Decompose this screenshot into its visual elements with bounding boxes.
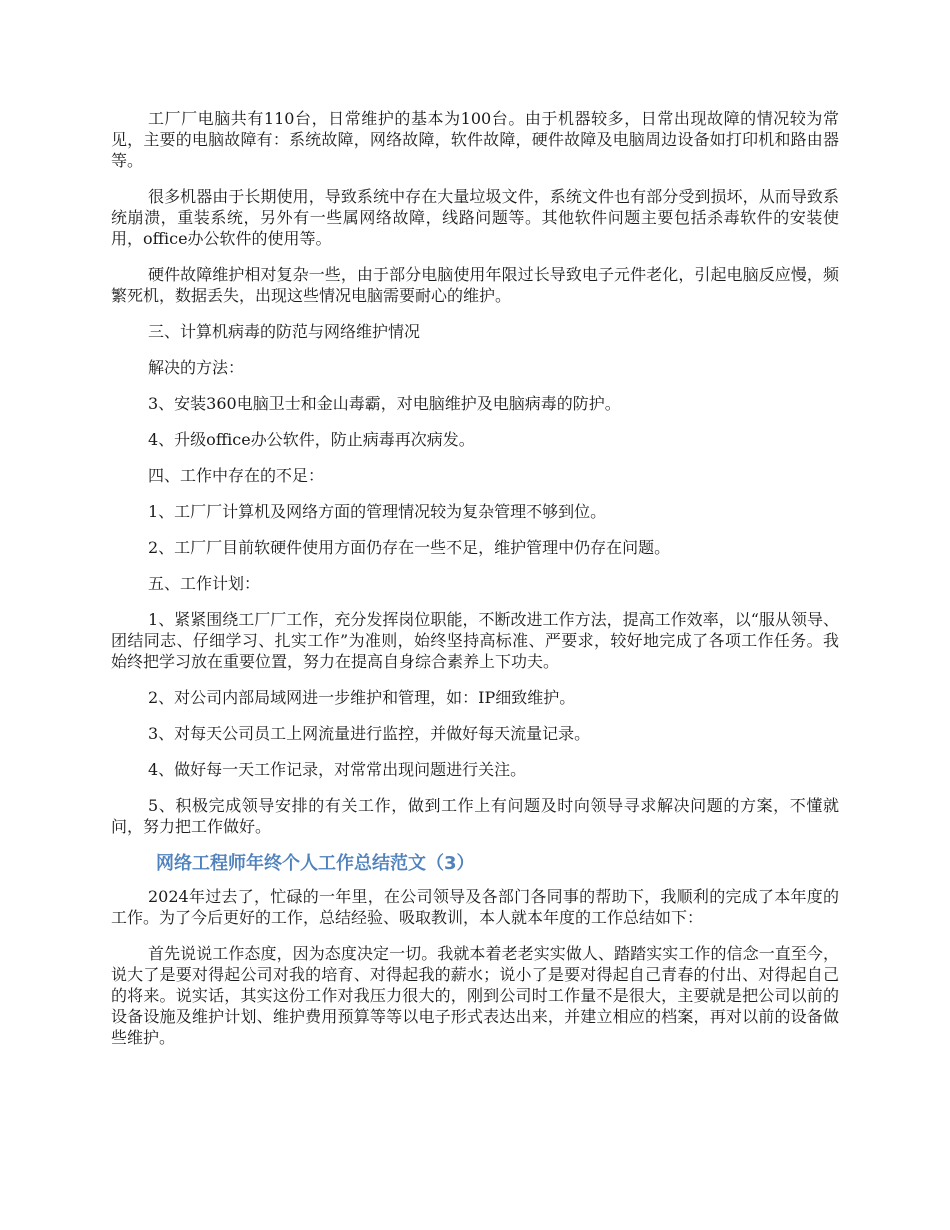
paragraph-work-attitude: 首先说说工作态度，因为态度决定一切。我就本着老老实实做人、踏踏实实工作的信念一直至今，说大了是要对得起公司对我的培育、对得起我的薪水；说小了是要对得起自己青春的付出、对得起自己的将来。说实话，其实这份工作对我压力很大的，刚到公司时工作量不是很大，主要就是把公司以前的设备设施及维护计划、维护费用预算等等以电子形式表达出来，并建立相应的档案，再对以前的设备做些维护。 <box>111 944 839 1047</box>
list-item-plan-2: 2、对公司内部局域网进一步维护和管理，如：IP细致维护。 <box>148 688 576 707</box>
paragraph-computer-count: 工厂厂电脑共有110台，日常维护的基本为100台。由于机器较多，日常出现故障的情况较为常见，主要的电脑故障有：系统故障，网络故障，软件故障，硬件故障及电脑周边设备如打印机和路由器等。 <box>111 109 839 170</box>
list-item-plan-5: 5、积极完成领导安排的有关工作，做到工作上有问题及时向领导寻求解决问题的方案，不懂就问，努力把工作做好。 <box>111 796 839 836</box>
label-solutions: 解决的方法： <box>148 358 245 377</box>
section-title-virus-prevention: 三、计算机病毒的防范与网络维护情况 <box>148 322 421 341</box>
paragraph-system-faults: 很多机器由于长期使用，导致系统中存在大量垃圾文件，系统文件也有部分受到损坏，从而导致系统崩溃，重装系统，另外有一些属网络故障，线路问题等。其他软件问题主要包括杀毒软件的安装使用，office办公软件的使用等。 <box>111 187 839 248</box>
list-item-shortcoming-2: 2、工厂厂目前软硬件使用方面仍存在一些不足，维护管理中仍存在问题。 <box>148 538 671 557</box>
list-item-solution-3: 3、安装360电脑卫士和金山毒霸，对电脑维护及电脑病毒的防护。 <box>148 394 621 413</box>
paragraph-hardware-faults: 硬件故障维护相对复杂一些，由于部分电脑使用年限过长导致电子元件老化，引起电脑反应慢，频繁死机，数据丢失，出现这些情况电脑需要耐心的维护。 <box>111 265 839 305</box>
document-page <box>111 108 839 1063</box>
list-item-plan-3: 3、对每天公司员工上网流量进行监控，并做好每天流量记录。 <box>148 724 591 743</box>
section-title-shortcomings: 四、工作中存在的不足： <box>148 466 325 485</box>
list-item-plan-4: 4、做好每一天工作记录，对常常出现问题进行关注。 <box>148 760 527 779</box>
paragraph-year-intro: 2024年过去了，忙碌的一年里，在公司领导及各部门各同事的帮助下，我顺利的完成了本年度的工作。为了今后更好的工作，总结经验、吸取教训，本人就本年度的工作总结如下： <box>111 887 839 927</box>
list-item-shortcoming-1: 1、工厂厂计算机及网络方面的管理情况较为复杂管理不够到位。 <box>148 502 607 521</box>
section-title-work-plan: 五、工作计划： <box>148 574 261 593</box>
list-item-plan-1: 1、紧紧围绕工厂厂工作，充分发挥岗位职能，不断改进工作方法，提高工作效率，以“服从领导、团结同志、仔细学习、扎实工作”为准则，始终坚持高标准、严要求，较好地完成了各项工作任务。我始终把学习放在重要位置，努力在提高自身综合素养上下功夫。 <box>111 610 839 671</box>
article-heading: 网络工程师年终个人工作总结范文（3） <box>156 853 475 874</box>
list-item-solution-4: 4、升级office办公软件，防止病毒再次病发。 <box>148 430 475 449</box>
